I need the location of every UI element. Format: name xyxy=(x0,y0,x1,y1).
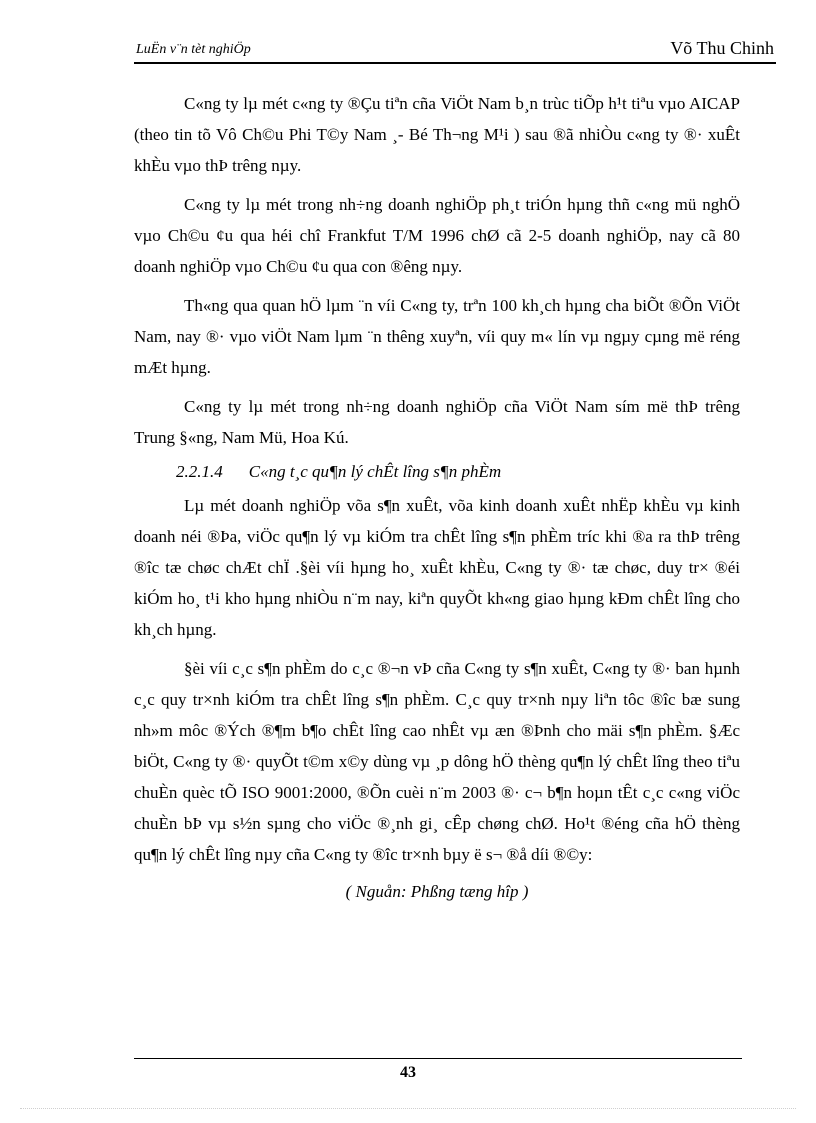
page-number: 43 xyxy=(400,1064,416,1081)
paragraph-6: §èi víi c¸c s¶n phÈm do c¸c ®¬n vÞ cña C«ng ty s¶n xuÊt, C«ng ty ®· ban hµnh c¸c quy tr×nh kiÓm tra chÊt lîng s¶n phÈm. C¸c quy tr×nh nµy liªn tôc ®îc bæ sung nh»m môc ®Ých ®¶m b¶o chÊt lîng cao nhÊt vµ æn ®Þnh cho mäi s¶n phÈm. §Æc biÖt, C«ng ty ®· quyÕt t©m x©y dùng vµ ¸p dông hÖ thèng qu¶n lý chÊt lîng theo tiªu chuÈn quèc tÕ ISO 9001:2000, ®Õn cuèi n¨m 2003 ®· c¬ b¶n hoµn tÊt c¸c c«ng viÖc chuÈn bÞ vµ s½n sµng cho viÖc ®¸nh gi¸ cÊp chøng chØ. Ho¹t ®éng cña hÖ thèng qu¶n lý chÊt lîng nµy cña C«ng ty ®îc tr×nh bµy ë s¬ ®å díi ®©y: xyxy=(134,659,740,864)
header-thesis-title: LuËn v¨n tèt nghiÖp xyxy=(136,42,251,57)
footer-divider xyxy=(134,1058,742,1059)
header-divider xyxy=(134,62,776,64)
paragraph-5: Lµ mét doanh nghiÖp võa s¶n xuÊt, võa kinh doanh xuÊt nhËp khÈu vµ kinh doanh néi ®Þa, viÖc qu¶n lý vµ kiÓm tra chÊt lîng s¶n phÈm tríc khi ®a ra thÞ trêng ®îc tæ chøc chÆt chÏ .§èi víi hµng ho¸ xuÊt khÈu, C«ng ty ®· tæ chøc, duy tr× ®éi kiÓm ho¸ t¹i kho hµng nhiÒu n¨m nay, kiªn quyÕt kh«ng giao hµng kÐm chÊt lîng cho kh¸ch hµng. xyxy=(134,496,740,639)
section-title: C«ng t¸c qu¶n lý chÊt lîng s¶n phÈm xyxy=(248,462,502,481)
paragraph-3: Th«ng qua quan hÖ lµm ¨n víi C«ng ty, trªn 100 kh¸ch hµng cha biÕt ®Õn ViÖt Nam, nay ®· vµo viÖt Nam lµm ¨n thêng xuyªn, víi quy m« lín vµ ngµy cµng më réng mÆt hµng. xyxy=(134,296,740,377)
source-note: ( Nguån: Phßng tæng hîp ) xyxy=(345,882,529,901)
section-heading xyxy=(134,456,740,487)
document-body xyxy=(134,88,740,907)
paragraph-4: C«ng ty lµ mét trong nh÷ng doanh nghiÖp cña ViÖt Nam sím më thÞ trêng Trung §«ng, Nam Mü, Hoa Kú. xyxy=(134,397,740,447)
paragraph-1: C«ng ty lµ mét c«ng ty ®Çu tiªn cña ViÖt Nam b¸n trùc tiÕp h¹t tiªu vµo AICAP (theo tin tõ Vô Ch©u Phi T©y Nam ¸- Bé Th¬ng M¹i ) sau ®ã nhiÒu c«ng ty ®· xuÊt khÈu vµo thÞ trêng nµy. xyxy=(134,94,740,175)
header-author-name: Võ Thu Chinh xyxy=(670,38,774,58)
page-bottom-border xyxy=(20,1108,796,1109)
section-number: 2.2.1.4 xyxy=(176,462,223,481)
paragraph-2: C«ng ty lµ mét trong nh÷ng doanh nghiÖp ph¸t triÓn hµng thñ c«ng mü nghÖ vµo Ch©u ¢u qua héi chî Frankfut T/M 1996 chØ cã 2-5 doanh nghiÖp, nay cã 80 doanh nghiÖp vµo Ch©u ¢u qua con ®êng nµy. xyxy=(134,195,740,276)
